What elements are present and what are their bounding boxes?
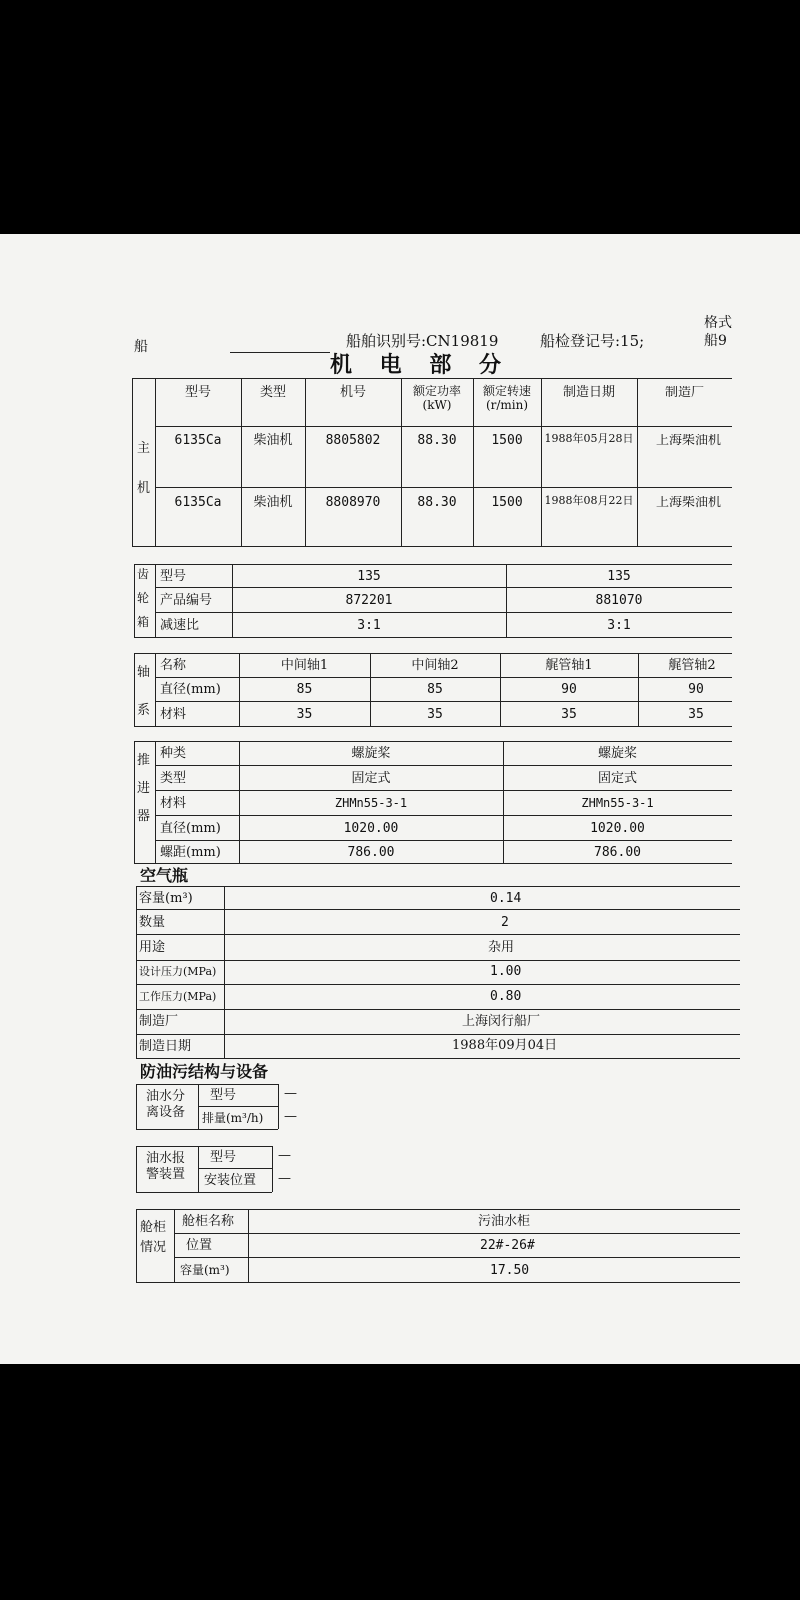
engine2-no: 8808970 (325, 495, 381, 510)
propeller-label-3: 器 (137, 809, 151, 824)
air-mfg-date-label: 制造日期 (139, 1039, 192, 1054)
registration-suffix: 船9 (704, 333, 727, 349)
col-engine-no: 机号 (339, 385, 366, 400)
air-capacity-value: 0.14 (490, 891, 522, 906)
air-mfg-date-value: 1988年09月04日 (452, 1038, 558, 1053)
anti-pollution-title: 防油污结构与设备 (140, 1062, 269, 1081)
engine1-type: 柴油机 (253, 433, 293, 448)
col-type: 类型 (259, 385, 286, 400)
prop2-type: 固定式 (597, 771, 637, 786)
prop-row-material: 材料 (160, 796, 187, 811)
prop-row-type: 类型 (160, 771, 187, 786)
shaft2-material: 35 (427, 707, 443, 722)
shaft3-material: 35 (561, 707, 577, 722)
gearbox-row-serial: 产品编号 (160, 593, 213, 608)
header-underline (230, 352, 330, 353)
air-capacity-label: 容量(m³) (139, 891, 193, 906)
ship-id-label: 船舶识别号:CN19819 (346, 332, 499, 350)
engine1-no: 8805802 (325, 433, 381, 448)
shaft2-name: 中间轴2 (411, 658, 459, 673)
tank-name-label: 舱柜名称 (182, 1214, 235, 1229)
alarm-location-label: 安装位置 (204, 1173, 257, 1188)
engine1-manufacturer: 上海柴油机 (656, 434, 722, 447)
air-manufacturer-label: 制造厂 (139, 1014, 179, 1029)
main-engine-label-2: 机 (137, 481, 151, 496)
ship-prefix: 船 (134, 339, 148, 355)
air-usage-label: 用途 (139, 940, 166, 955)
air-design-pressure-label: 设计压力(MPa) (139, 965, 217, 978)
air-bottle-title: 空气瓶 (140, 866, 189, 885)
gearbox-label-3: 箱 (137, 615, 150, 629)
shaft4-material: 35 (688, 707, 704, 722)
shaft4-diameter: 90 (688, 682, 704, 697)
shaft4-name: 艉管轴2 (668, 658, 716, 673)
document-scan (0, 234, 800, 1364)
gearbox1-serial: 872201 (345, 593, 393, 608)
shaft-row-name: 名称 (160, 658, 187, 673)
separator-model-label: 型号 (210, 1088, 237, 1103)
tank-position-value: 22#-26# (480, 1238, 535, 1253)
prop2-material: ZHMn55-3-1 (581, 796, 654, 810)
prop1-pitch: 786.00 (347, 845, 395, 860)
shaft-row-material: 材料 (160, 707, 187, 722)
col-rated-speed: 额定转速(r/min) (482, 384, 531, 412)
prop1-type: 固定式 (351, 771, 391, 786)
air-manufacturer-value: 上海闵行船厂 (462, 1014, 541, 1029)
tank-section-label: 舱柜情况 (140, 1220, 167, 1255)
prop1-material: ZHMn55-3-1 (334, 796, 408, 810)
shaft-row-diameter: 直径(mm) (160, 682, 221, 697)
separator-capacity-value: — (284, 1109, 297, 1124)
col-mfg-date: 制造日期 (562, 385, 615, 400)
format-label: 格式 (704, 315, 732, 331)
prop1-diameter: 1020.00 (343, 821, 399, 836)
gearbox-label-1: 齿 (137, 567, 150, 581)
alarm-model-value: — (278, 1148, 291, 1163)
separator-capacity-label: 排量(m³/h) (202, 1111, 264, 1125)
main-engine-label-1: 主 (137, 441, 151, 456)
engine2-power: 88.30 (417, 495, 457, 510)
engine2-manufacturer: 上海柴油机 (656, 496, 722, 509)
alarm-location-value: — (278, 1171, 291, 1186)
col-rated-power: 额定功率(kW) (412, 384, 461, 412)
engine2-model: 6135Ca (174, 495, 222, 510)
gearbox1-model: 135 (357, 569, 381, 584)
shafting-label-1: 轴 (137, 665, 151, 680)
col-manufacturer: 制造厂 (664, 386, 704, 399)
oil-alarm-label: 油水报警装置 (146, 1151, 186, 1182)
shaft1-material: 35 (296, 707, 313, 722)
engine1-date: 1988年05月28日 (544, 432, 634, 445)
engine1-model: 6135Ca (174, 433, 222, 448)
air-design-pressure-value: 1.00 (490, 964, 522, 979)
engine2-date: 1988年08月22日 (544, 494, 634, 507)
engine1-power: 88.30 (417, 433, 457, 448)
shaft3-diameter: 90 (561, 682, 577, 697)
prop1-kind: 螺旋桨 (351, 746, 391, 761)
tank-name-value: 污油水柜 (478, 1214, 531, 1229)
tank-position-label: 位置 (186, 1238, 213, 1253)
gearbox2-serial: 881070 (595, 593, 643, 608)
air-quantity-label: 数量 (139, 915, 166, 930)
tank-capacity-value: 17.50 (490, 1263, 530, 1278)
air-work-pressure-label: 工作压力(MPa) (139, 990, 217, 1003)
gearbox-row-model: 型号 (160, 569, 187, 584)
gearbox1-ratio: 3:1 (357, 618, 381, 633)
gearbox-row-ratio: 减速比 (160, 618, 200, 633)
engine2-speed: 1500 (491, 495, 523, 510)
shaft1-name: 中间轴1 (280, 658, 329, 673)
shaft1-diameter: 85 (296, 682, 313, 697)
oil-separator-label: 油水分离设备 (146, 1089, 186, 1120)
shaft3-name: 艉管轴1 (545, 658, 593, 673)
shaft2-diameter: 85 (427, 682, 443, 697)
col-model: 型号 (184, 385, 211, 400)
prop-row-diameter: 直径(mm) (160, 821, 221, 836)
air-work-pressure-value: 0.80 (490, 989, 522, 1004)
gearbox2-model: 135 (607, 569, 631, 584)
shafting-label-2: 系 (137, 703, 151, 718)
prop-row-kind: 种类 (160, 746, 187, 761)
air-usage-value: 杂用 (488, 940, 515, 955)
prop2-kind: 螺旋桨 (597, 746, 637, 761)
propeller-label-1: 推 (137, 753, 151, 768)
prop-row-pitch: 螺距(mm) (160, 845, 221, 860)
prop2-diameter: 1020.00 (590, 821, 645, 836)
prop2-pitch: 786.00 (594, 845, 641, 860)
section-title: 机 电 部 分 (330, 352, 511, 378)
tank-capacity-label: 容量(m³) (180, 1263, 230, 1277)
gearbox-label-2: 轮 (137, 591, 150, 605)
propeller-label-2: 进 (137, 781, 151, 796)
air-quantity-value: 2 (501, 915, 509, 930)
engine2-type: 柴油机 (253, 495, 293, 510)
engine1-speed: 1500 (491, 433, 523, 448)
registration-label: 船检登记号:15; (540, 332, 645, 350)
alarm-model-label: 型号 (210, 1150, 237, 1165)
separator-model-value: — (284, 1086, 297, 1101)
gearbox2-ratio: 3:1 (607, 618, 631, 633)
